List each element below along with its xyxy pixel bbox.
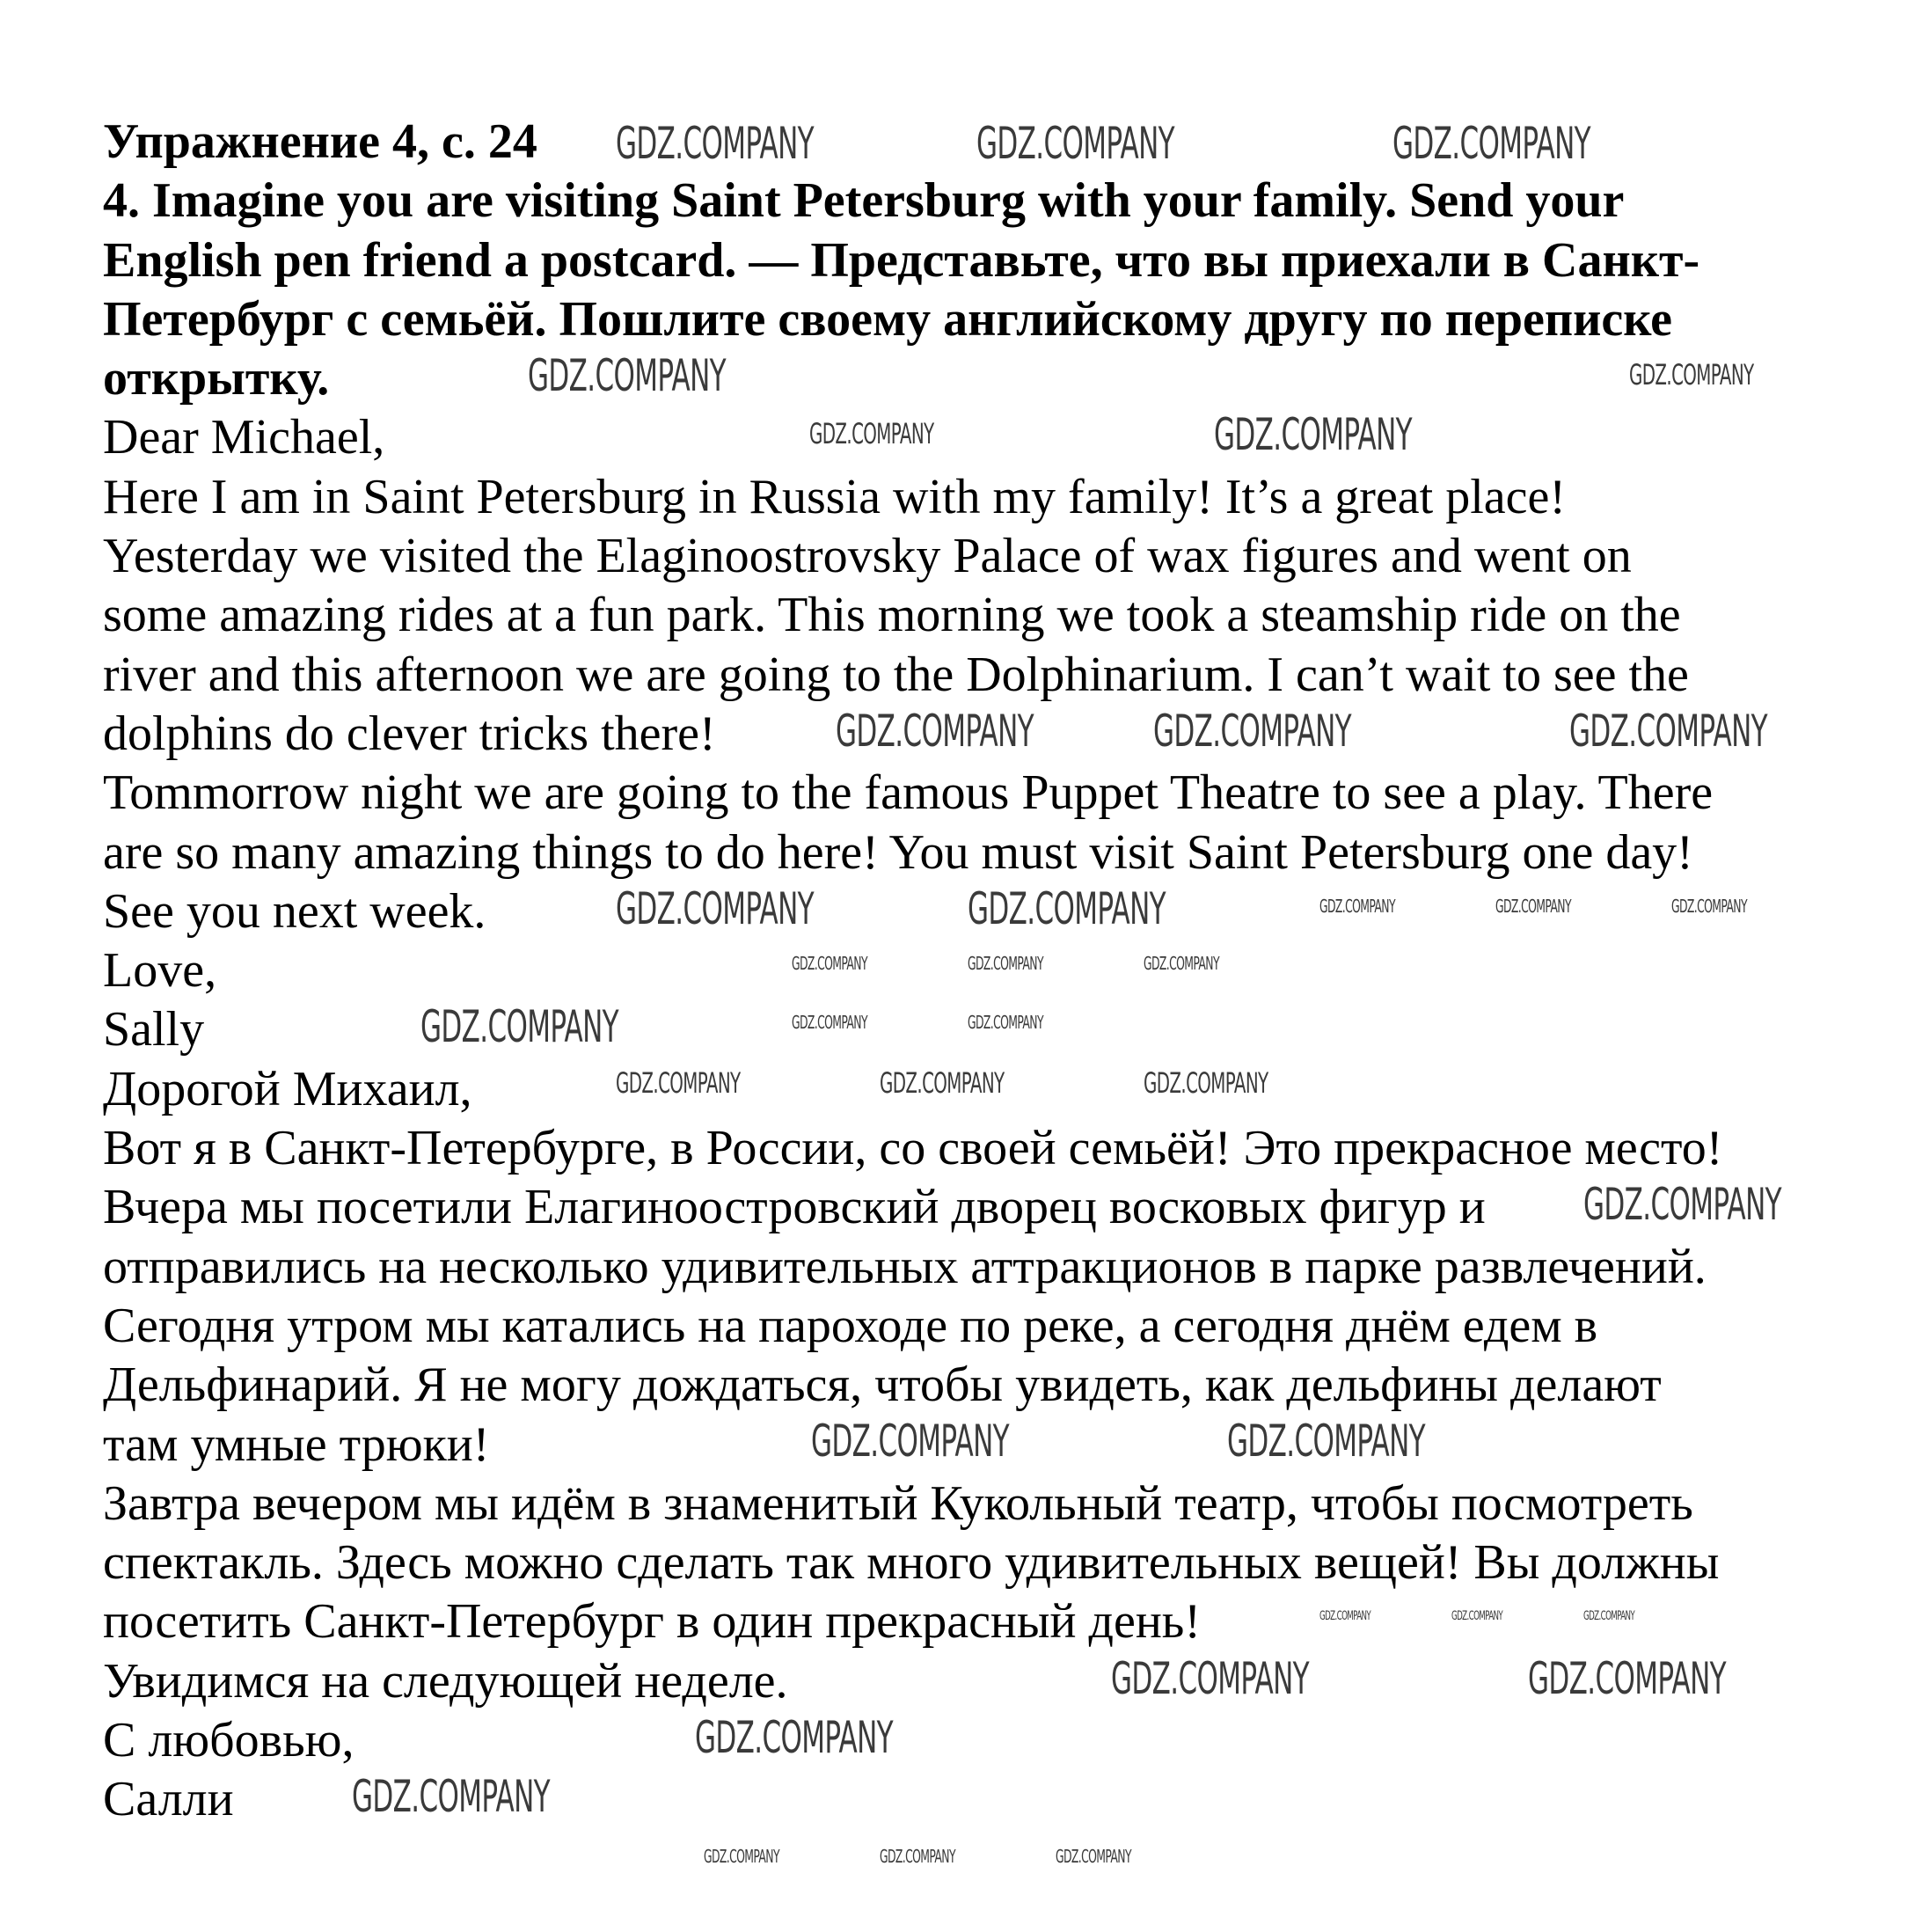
letter-line: Tommorrow night we are going to the famous Puppet Theatre to see a play. There bbox=[103, 765, 1714, 821]
watermark: GDZ.COMPANY bbox=[809, 417, 934, 450]
translation-line: Салли bbox=[103, 1772, 234, 1827]
task-line: открытку. bbox=[103, 351, 330, 406]
watermark: GDZ.COMPANY bbox=[420, 1001, 619, 1052]
exercise-title: Упражнение 4, с. 24 bbox=[103, 114, 537, 169]
watermark: GDZ.COMPANY bbox=[1528, 1653, 1727, 1704]
translation-line: Завтра вечером мы идём в знаменитый Кукольный театр, чтобы посмотреть bbox=[103, 1475, 1693, 1531]
watermark: GDZ.COMPANY bbox=[528, 350, 727, 401]
letter-line: Love, bbox=[103, 943, 217, 999]
watermark: GDZ.COMPANY bbox=[1319, 1609, 1371, 1623]
translation-line: спектакль. Здесь можно сделать так много удивительных вещей! Вы должны bbox=[103, 1535, 1720, 1591]
watermark: GDZ.COMPANY bbox=[968, 953, 1043, 974]
task-line: English pen friend a postcard. — Представьте, что вы приехали в Санкт- bbox=[103, 232, 1700, 288]
watermark: GDZ.COMPANY bbox=[1214, 409, 1413, 460]
watermark: GDZ.COMPANY bbox=[1583, 1609, 1635, 1623]
letter-line: Sally bbox=[103, 1002, 205, 1057]
watermark: GDZ.COMPANY bbox=[1569, 706, 1768, 757]
watermark: GDZ.COMPANY bbox=[880, 1066, 1005, 1100]
translation-line: Увидимся на следующей неделе. bbox=[103, 1653, 788, 1709]
letter-line: Yesterday we visited the Elaginoostrovsky Palace of wax figures and went on bbox=[103, 529, 1632, 584]
translation-line: Дельфинарий. Я не могу дождаться, чтобы увидеть, как дельфины делают bbox=[103, 1358, 1662, 1413]
watermark: GDZ.COMPANY bbox=[704, 1846, 779, 1867]
letter-line: are so many amazing things to do here! You must visit Saint Petersburg one day! bbox=[103, 824, 1693, 880]
translation-line: Дорогой Михаил, bbox=[103, 1061, 472, 1116]
watermark: GDZ.COMPANY bbox=[616, 118, 815, 169]
watermark: GDZ.COMPANY bbox=[1227, 1416, 1426, 1467]
watermark: GDZ.COMPANY bbox=[616, 883, 815, 934]
watermark: GDZ.COMPANY bbox=[1056, 1846, 1131, 1867]
letter-line: dolphins do clever tricks there! bbox=[103, 706, 716, 761]
letter-line: river and this afternoon we are going to the Dolphinarium. I can’t wait to see the bbox=[103, 647, 1689, 702]
letter-line: Here I am in Saint Petersburg in Russia with my family! It’s a great place! bbox=[103, 469, 1566, 524]
task-line: 4. Imagine you are visiting Saint Petersburg with your family. Send your bbox=[103, 173, 1625, 229]
watermark: GDZ.COMPANY bbox=[1495, 896, 1571, 917]
watermark: GDZ.COMPANY bbox=[792, 1012, 867, 1033]
watermark: GDZ.COMPANY bbox=[1671, 896, 1747, 917]
watermark: GDZ.COMPANY bbox=[811, 1416, 1010, 1467]
translation-line: посетить Санкт-Петербург в один прекрасный день! bbox=[103, 1594, 1201, 1650]
watermark: GDZ.COMPANY bbox=[352, 1771, 551, 1822]
translation-line: Вчера мы посетили Елагиноостровский дворец восковых фигур и bbox=[103, 1180, 1486, 1235]
watermark: GDZ.COMPANY bbox=[1392, 118, 1591, 169]
watermark: GDZ.COMPANY bbox=[1153, 706, 1352, 757]
watermark: GDZ.COMPANY bbox=[1583, 1179, 1782, 1230]
document bbox=[103, 113, 1722, 1830]
watermark: GDZ.COMPANY bbox=[792, 953, 867, 974]
letter-line: Dear Michael, bbox=[103, 410, 385, 465]
watermark: GDZ.COMPANY bbox=[836, 706, 1034, 757]
watermark: GDZ.COMPANY bbox=[1111, 1653, 1310, 1704]
task-line: Петербург с семьёй. Пошлите своему английскому другу по переписке bbox=[103, 291, 1673, 347]
watermark: GDZ.COMPANY bbox=[1629, 358, 1754, 392]
letter-line: some amazing rides at a fun park. This morning we took a steamship ride on the bbox=[103, 588, 1681, 643]
letter-line: See you next week. bbox=[103, 883, 486, 939]
watermark: GDZ.COMPANY bbox=[1319, 896, 1395, 917]
watermark: GDZ.COMPANY bbox=[880, 1846, 955, 1867]
translation-line: С любовью, bbox=[103, 1713, 354, 1768]
watermark: GDZ.COMPANY bbox=[976, 118, 1175, 169]
watermark: GDZ.COMPANY bbox=[695, 1712, 894, 1763]
translation-line: Сегодня утром мы катались на пароходе по реке, а сегодня днём едем в bbox=[103, 1298, 1598, 1353]
watermark: GDZ.COMPANY bbox=[1144, 953, 1219, 974]
translation-line: Вот я в Санкт-Петербурге, в России, со своей семьёй! Это прекрасное место! bbox=[103, 1121, 1723, 1176]
translation-line: там умные трюки! bbox=[103, 1416, 490, 1472]
watermark: GDZ.COMPANY bbox=[968, 1012, 1043, 1033]
watermark: GDZ.COMPANY bbox=[968, 883, 1166, 934]
watermark: GDZ.COMPANY bbox=[616, 1066, 741, 1100]
watermark: GDZ.COMPANY bbox=[1144, 1066, 1268, 1100]
translation-line: отправились на несколько удивительных аттракционов в парке развлечений. bbox=[103, 1239, 1707, 1294]
watermark: GDZ.COMPANY bbox=[1451, 1609, 1503, 1623]
